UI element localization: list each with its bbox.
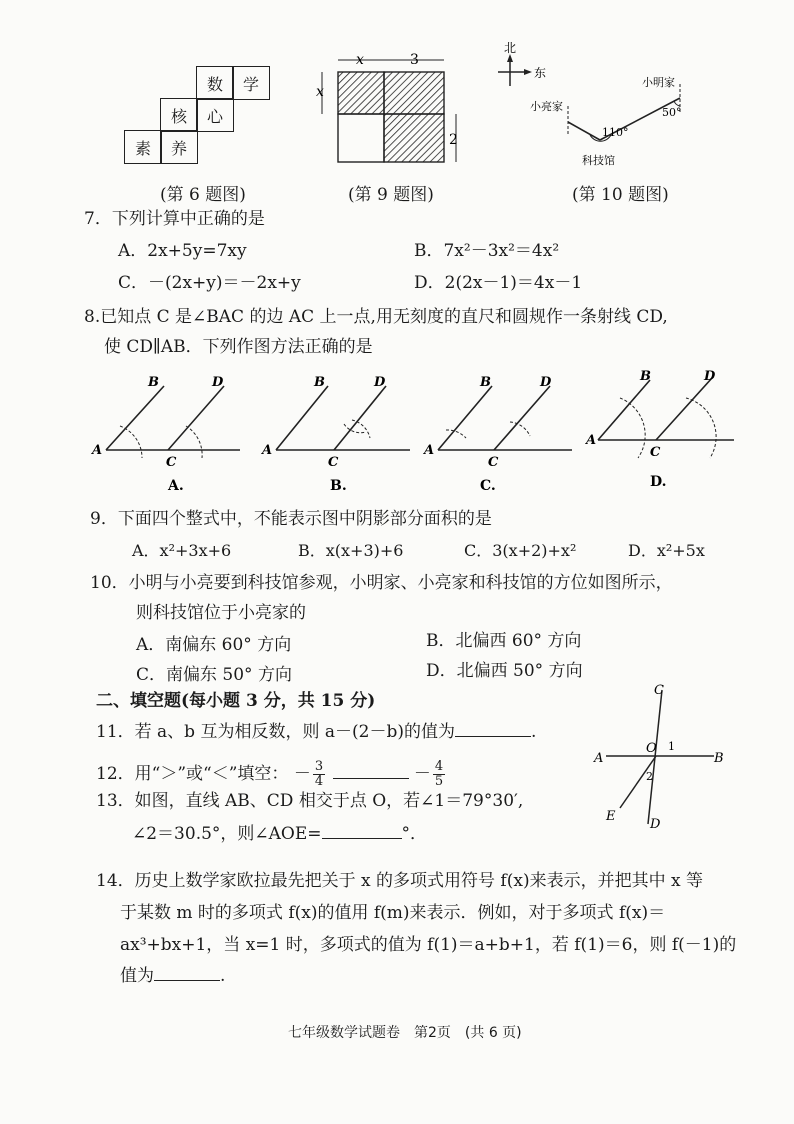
fig10-east: 东 <box>534 66 547 80</box>
section-2-heading: 二、填空题(每小题 3 分，共 15 分) <box>96 691 376 711</box>
q11-answer-blank[interactable] <box>455 720 531 737</box>
q13-answer-blank[interactable] <box>322 822 402 839</box>
label-b: B <box>314 375 325 390</box>
fig10-angle50: 50° <box>662 106 682 119</box>
q12-f1-den: 4 <box>314 774 324 789</box>
label-a: A <box>92 443 103 458</box>
q14-line3: ax³+bx+1，当 x=1 时，多项式的值为 f(1)＝a+b+1，若 f(1)＝6，则 f(－1)的 <box>120 935 737 955</box>
label-d: D <box>540 375 552 390</box>
q9-stem: 9．下面四个整式中，不能表示图中阴影部分面积的是 <box>90 509 492 529</box>
q8-construction-options <box>90 366 770 496</box>
q14-answer-blank[interactable] <box>154 964 220 981</box>
q7-option-b: B．7x²－3x²＝4x² <box>414 241 560 261</box>
net-cell: 数 <box>196 66 234 100</box>
q11-end: . <box>530 722 537 742</box>
q14-line1: 14．历史上数学家欧拉最先把关于 x 的多项式用符号 f(x)来表示，并把其中 x 等 <box>96 871 703 891</box>
q10-option-c: C．南偏东 50° 方向 <box>136 665 292 685</box>
q8-option-a: A. <box>168 478 184 494</box>
fig10-angle110: 110° <box>602 126 629 139</box>
q14-line4 <box>120 964 225 987</box>
q13-end: °． <box>401 824 428 844</box>
q13-intersecting-lines-figure <box>590 684 730 830</box>
label-c: C <box>488 455 499 470</box>
fig13-angle2: 2 <box>646 770 653 783</box>
q8-figure-d <box>584 369 734 490</box>
q12-fraction-2 <box>433 760 445 789</box>
net-cell: 学 <box>232 66 270 100</box>
q11 <box>96 720 536 743</box>
q12-answer-blank[interactable] <box>333 764 409 779</box>
q12-text: 12．用“＞”或“＜”填空： <box>96 764 289 784</box>
page-footer: 七年级数学试题卷 第2页 (共 6 页) <box>288 1025 522 1041</box>
q14-end: . <box>220 966 226 986</box>
q8-figure-c <box>422 375 572 494</box>
figure-9-area-diagram <box>310 48 460 168</box>
q7-stem: 7．下列计算中正确的是 <box>84 209 265 229</box>
q10-option-a: A．南偏东 60° 方向 <box>136 635 292 655</box>
q12-minus: － <box>413 764 431 784</box>
q8-option-b: B. <box>330 478 347 494</box>
q7-option-d: D．2(2x－1)＝4x－1 <box>414 273 583 293</box>
q8-option-c: C. <box>480 478 496 494</box>
label-a: A <box>586 433 597 448</box>
fig9-x-side-label: x <box>316 84 324 100</box>
fig9-three-label: 3 <box>410 52 419 68</box>
q8-option-d: D. <box>650 474 667 490</box>
fig9-two-label: 2 <box>449 132 458 148</box>
fig10-museum: 科技馆 <box>582 154 615 167</box>
q14-line2: 于某数 m 时的多项式 f(x)的值用 f(m)来表示．例如，对于多项式 f(x)＝ <box>120 903 666 923</box>
fig13-a: A <box>594 751 604 766</box>
fig13-angle1: 1 <box>668 740 675 753</box>
label-b: B <box>480 375 491 390</box>
q12-minus: － <box>293 764 311 784</box>
figure-10-direction-map <box>490 40 700 170</box>
label-d: D <box>704 369 716 384</box>
net-cell: 养 <box>160 130 198 164</box>
label-c: C <box>328 455 339 470</box>
fig10-xiaoming: 小明家 <box>642 76 675 89</box>
fig10-north: 北 <box>504 41 517 55</box>
label-a: A <box>424 443 435 458</box>
q14-line4-text: 值为 <box>120 966 154 986</box>
fig13-d: D <box>650 817 661 830</box>
label-b: B <box>640 369 651 384</box>
fig13-e: E <box>606 809 616 824</box>
q12-f2-den: 5 <box>434 774 444 789</box>
q9-option-c: C．3(x+2)+x² <box>464 541 577 560</box>
fig13-b: B <box>714 751 724 766</box>
net-cell: 素 <box>124 130 162 164</box>
fig10-xiaoliang: 小亮家 <box>530 100 563 113</box>
q13-line2 <box>132 822 427 845</box>
label-c: C <box>166 455 177 470</box>
q10-option-d: D．北偏西 50° 方向 <box>426 661 583 681</box>
q12-f2-num: 4 <box>434 759 444 774</box>
q13-line2-text: ∠2＝30.5°，则∠AOE= <box>132 824 322 844</box>
q12-fraction-1 <box>313 760 325 789</box>
label-b: B <box>148 375 159 390</box>
figure-6-cube-net <box>120 66 270 166</box>
fig13-o: O <box>646 741 657 756</box>
q9-option-a: A．x²+3x+6 <box>132 541 232 560</box>
net-cell: 核 <box>160 98 198 132</box>
label-c: C <box>650 445 661 460</box>
q13-line1: 13．如图，直线 AB、CD 相交于点 O，若∠1＝79°30′, <box>96 791 524 811</box>
figure-10-caption: (第 10 题图) <box>572 185 669 205</box>
fig9-x-label: x <box>356 52 364 68</box>
q8-stem-line2: 使 CD∥AB．下列作图方法正确的是 <box>104 337 373 357</box>
q12-f1-num: 3 <box>314 759 324 774</box>
label-d: D <box>374 375 386 390</box>
q8-figure-b <box>260 375 410 494</box>
fig13-c: C <box>654 684 664 698</box>
q8-stem-line1: 8.已知点 C 是∠BAC 的边 AC 上一点,用无刻度的直尺和圆规作一条射线 CD, <box>84 307 668 327</box>
label-d: D <box>212 375 224 390</box>
figure-6-caption: (第 6 题图) <box>160 185 246 205</box>
q10-option-b: B．北偏西 60° 方向 <box>426 631 582 651</box>
net-cell: 心 <box>196 98 234 132</box>
figure-9-caption: (第 9 题图) <box>348 185 434 205</box>
q7-option-c: C．－(2x+y)＝－2x+y <box>118 273 301 293</box>
q8-figure-a <box>90 375 240 494</box>
q10-stem-line1: 10．小明与小亮要到科技馆参观，小明家、小亮家和科技馆的方位如图所示， <box>90 573 673 593</box>
q10-stem-line2: 则科技馆位于小亮家的 <box>136 603 306 623</box>
q9-option-d: D．x²+5x <box>628 541 705 560</box>
q11-text: 11．若 a、b 互为相反数，则 a－(2－b)的值为 <box>96 722 455 742</box>
label-a: A <box>262 443 273 458</box>
q9-option-b: B．x(x+3)+6 <box>298 541 404 560</box>
q7-option-a: A．2x+5y=7xy <box>118 241 247 261</box>
